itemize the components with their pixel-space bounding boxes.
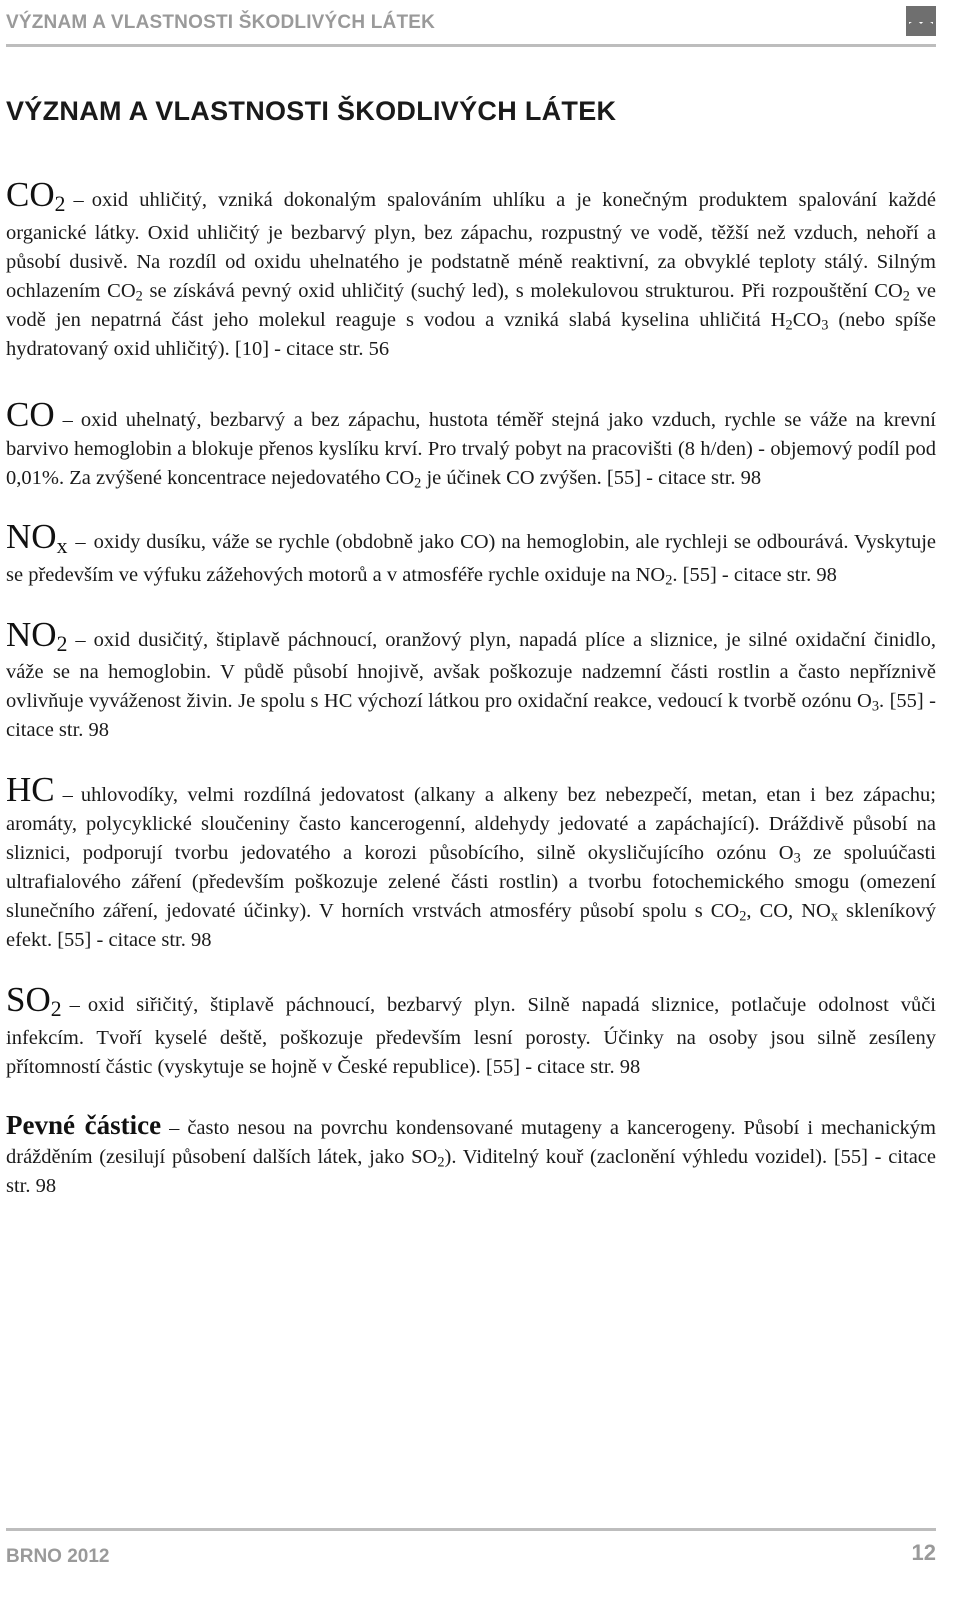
footer-location-year: BRNO 2012 xyxy=(6,1546,110,1567)
document-body xyxy=(6,175,937,1201)
paragraph-so2: SO2 – oxid siřičitý, štiplavě páchnoucí, bezbarvý plyn. Silně napadá sliznice, potlačuje odolnost vůči infekcím. Tvoří kyselé deště, poškozuje především lesní porosty. Účinky na osoby jsou silně zesíleny přítomností částic (vyskytuje se hojně v České republice). [55] - citace str. 98 xyxy=(6,980,936,1079)
term-nox: NOx xyxy=(6,516,68,558)
term-so2: SO2 xyxy=(6,980,62,1022)
page-title: VÝZNAM A VLASTNOSTI ŠKODLIVÝCH LÁTEK xyxy=(6,96,617,126)
dash: – xyxy=(62,784,73,807)
dash: – xyxy=(75,628,86,651)
paragraph-co: CO – oxid uhelnatý, bezbarvý a bez zápachu, hustota téměř stejná jako vzduch, rychle se váže na krevní barvivo hemoglobin a blokuje přenos kyslíku krví. Pro trvalý pobyt na pracovišti (8 h/den) - objemový podíl pod 0,01%. Za zvýšené koncentrace nejedovatého $CO_2$ je účinek CO zvýšen. [55] - citace str. 98 xyxy=(6,394,936,492)
dash: – xyxy=(73,189,84,211)
paragraph-hc: HC – uhlovodíky, velmi rozdílná jedovatost (alkany a alkeny bez nebezpečí, metan, etan i bez zápachu; aromáty, polycyklické sloučeniny často kancerogenní, aldehydy jedovaté a zapáchající). Dráždivě působí na sliznici, podporují tvorbu jedovatého a korozi působícího, silně okysličujícího ozónu $O_3$ ze spoluúčasti ultrafialového záření (především poškozuje zelené části rostlin) a tvorbu fotochemického smogu (omezení slunečního záření, jedovaté účinky). V horních vrstvách atmosféry působí spolu s $CO_2$, CO, $NO_x$ skleníkový efekt. [55] - citace str. 98 xyxy=(6,770,936,952)
header-rule xyxy=(6,44,936,47)
paragraph-pevne-castice: Pevné částice – často nesou na povrchu kondensované mutageny a kancerogeny. Působí i mechanickým drážděním (zesilují působení dalších látek, jako $SO_2$). Viditelný kouř (zaclonění výhledu vozidel). [55] - citace str. 98 xyxy=(6,1110,937,1198)
term-no2: NO2 xyxy=(6,614,68,656)
footer-rule xyxy=(6,1528,936,1531)
term-co2: CO2 xyxy=(6,175,66,216)
term-pevne-castice: Pevné částice xyxy=(6,1110,162,1141)
paragraph-nox: NOx – oxidy dusíku, váže se rychle (obdobně jako CO) na hemoglobin, ale rychleji se odbourává. Vyskytuje se především ve výfuku zážehových motorů a v atmosféře rychle oxiduje na $NO_2$. [55] - citace str. 98 xyxy=(6,516,936,589)
term-co: CO xyxy=(6,394,55,434)
paragraph-no2: NO2 – oxid dusičitý, štiplavě páchnoucí, oranžový plyn, napadá plíce a sliznice, je silné oxidační činidlo, váže se na hemoglobin. V půdě působí hnojivě, avšak poškozuje nadzemní části rostlin a často nepříznivě ovlivňuje vyváženost živin. Je spolu s HC výchozí látkou pro oxidační reakce, vedoucí k tvorbě ozónu $O_3$. [55] - citace str. 98 xyxy=(6,614,937,742)
dash: – xyxy=(69,994,80,1017)
dash: – xyxy=(75,530,86,553)
term-hc: HC xyxy=(6,770,55,810)
corner-mark-icon xyxy=(906,6,936,36)
dash: – xyxy=(169,1117,180,1140)
paragraph-co2: CO2 – oxid uhličitý, vzniká dokonalým spalováním uhlíku a je konečným produktem spalování každé organické látky. Oxid uhličitý je bezbarvý plyn, bez zápachu, rozpustný ve vodě, těžší než vzduch, nehoří a působí dusivě. Na rozdíl od oxidu uhelnatého je podstatně méně reaktivní, za obvyklé teploty stálý. Silným ochlazením $CO_2$ se získává pevný oxid uhličitý (suchý led), s molekulovou strukturou. Při rozpouštění $CO_2$ ve vodě jen nepatrná část jeho molekul reaguje s vodou a vzniká slabá kyselina uhličitá $H_2CO_3$ (nebo spíše hydratovaný oxid uhličitý). [10] - citace str. 56 xyxy=(6,175,936,360)
running-header: VÝZNAM A VLASTNOSTI ŠKODLIVÝCH LÁTEK xyxy=(6,12,436,33)
page-number: 12 xyxy=(911,1540,936,1565)
dash: – xyxy=(62,408,73,431)
